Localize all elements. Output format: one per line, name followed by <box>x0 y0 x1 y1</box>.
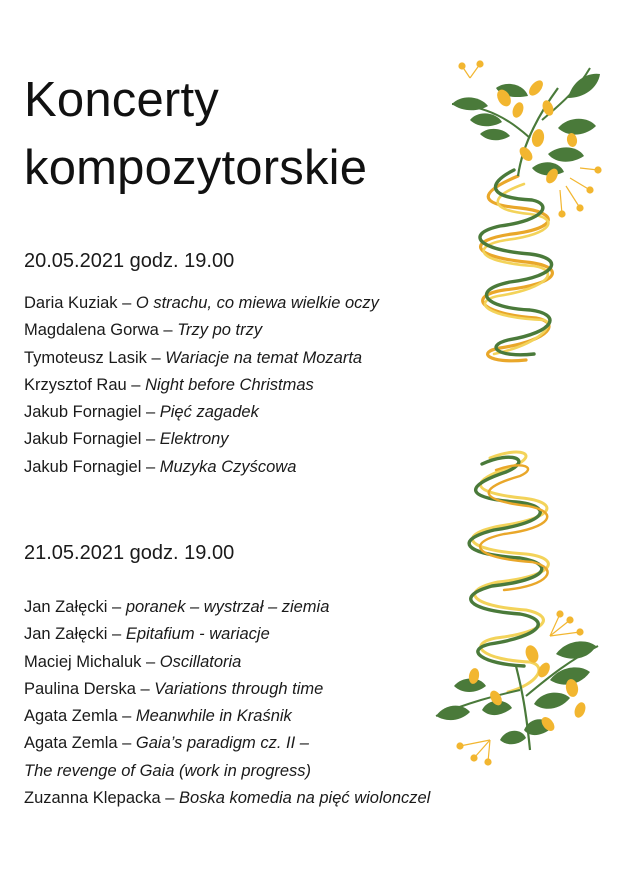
squiggle-ribbon-top <box>480 170 552 361</box>
page-title <box>24 66 367 202</box>
bottom-botanical-decoration <box>430 440 605 770</box>
concert-1-program <box>24 290 379 481</box>
list-item: Daria Kuziak – O strachu, co miewa wielkie oczy <box>24 294 379 312</box>
title-line-1: Koncerty <box>24 73 219 127</box>
list-item: Agata Zemla – Meanwhile in Kraśnik <box>24 707 292 726</box>
list-item: Jan Załęcki – poranek – wystrzał – ziemia <box>24 598 330 616</box>
list-item: Krzysztof Rau – Night before Christmas <box>24 375 314 394</box>
list-item: Magdalena Gorwa – Trzy po trzy <box>24 321 263 340</box>
concert-2-program <box>24 594 430 812</box>
list-item: Jakub Fornagiel – Elektrony <box>24 430 229 449</box>
list-item: Tymoteusz Lasik – Wariacje na temat Mozarta <box>24 348 363 367</box>
concert-2-date: 21.05.2021 godz. 19.00 <box>24 542 235 564</box>
list-item: Jakub Fornagiel – Pięć zagadek <box>24 403 259 422</box>
list-item: Jakub Fornagiel – Muzyka Czyścowa <box>24 457 297 476</box>
top-botanical-decoration <box>440 58 605 370</box>
concert-1-date: 20.05.2021 godz. 19.00 <box>24 250 235 272</box>
list-item: Paulina Derska – Variations through time <box>24 679 324 698</box>
title-line-2: kompozytorskie <box>24 141 368 195</box>
list-item: Zuzanna Klepacka – Boska komedia na pięć wiolonczel <box>24 789 431 808</box>
list-item: Jan Załęcki – Epitafium - wariacje <box>24 625 270 644</box>
list-item: Agata Zemla – Gaia’s paradigm cz. II – The revenge of Gaia (work in progress) <box>24 734 312 780</box>
leaf-sprig-top <box>452 61 601 217</box>
list-item: Maciej Michaluk – Oscillatoria <box>24 652 242 671</box>
